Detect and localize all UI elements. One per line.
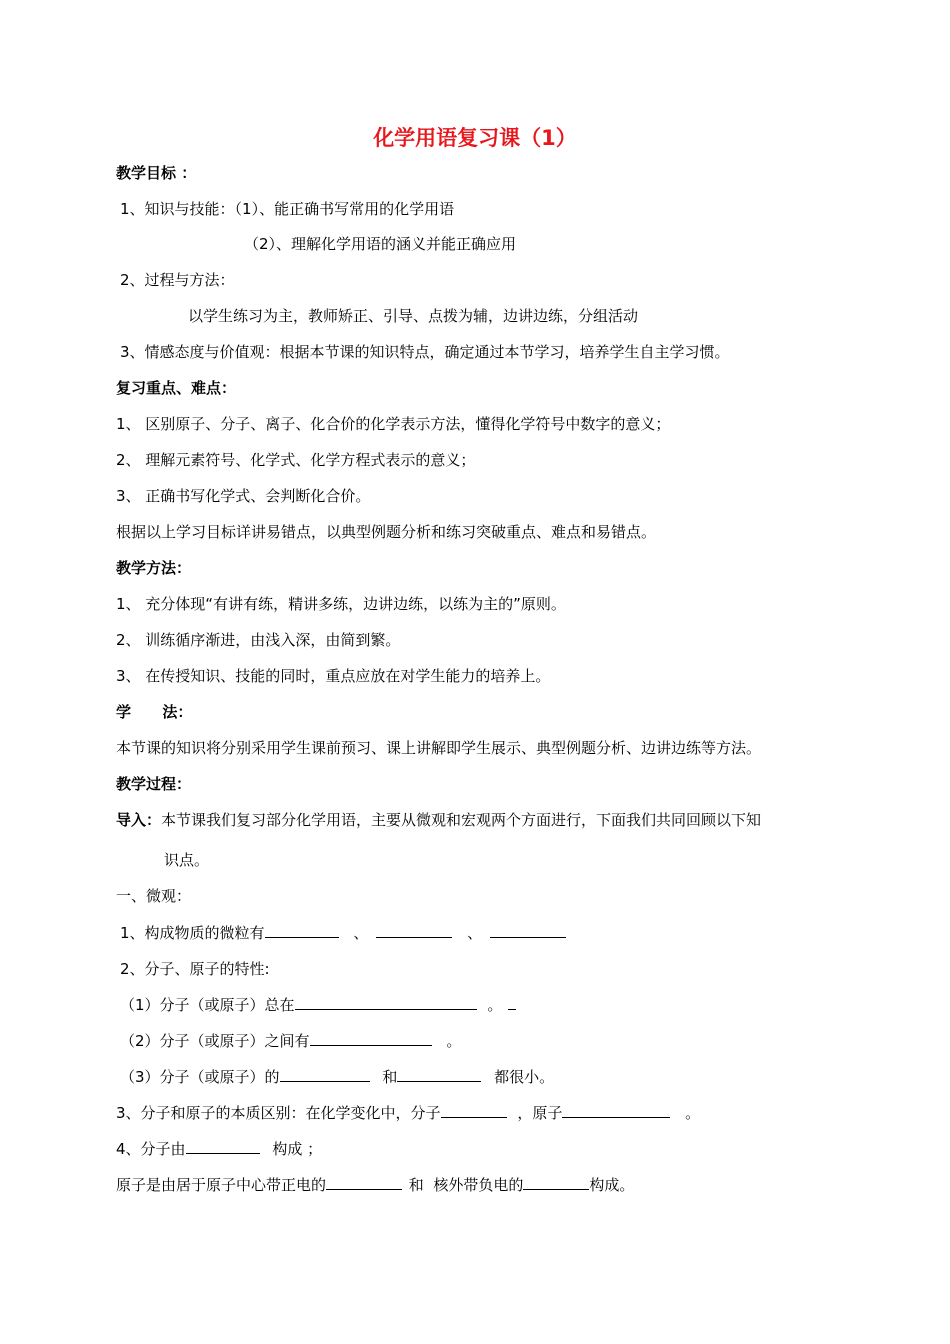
and-text: 和: [382, 1068, 398, 1086]
intro-continued: 识点。: [164, 851, 210, 869]
answer-blank[interactable]: [441, 1103, 507, 1118]
key-point-3: 3、 正确书写化学式、会判断化合价。: [116, 487, 371, 505]
answer-blank[interactable]: [562, 1103, 670, 1118]
question-2a: [120, 994, 516, 1016]
question-5-text: 原子是由居于原子中心带正电的: [116, 1176, 327, 1194]
question-2c: [120, 1066, 554, 1088]
answer-blank[interactable]: [490, 923, 566, 938]
question-2c-text: （3）分子（或原子）的: [120, 1068, 280, 1086]
teaching-method-heading: 教学方法：: [116, 559, 192, 577]
teaching-method-2: 2、 训练循序渐进，由浅入深，由简到繁。: [116, 631, 401, 649]
key-points-summary: 根据以上学习目标详讲易错点，以典型例题分析和练习突破重点、难点和易错点。: [116, 523, 657, 541]
key-point-2: 2、 理解元素符号、化学式、化学方程式表示的意义；: [116, 451, 476, 469]
objectives-heading: 教学目标 ：: [116, 164, 197, 182]
page-title: 化学用语复习课（1）: [373, 126, 577, 150]
objective-2: 2、过程与方法：: [120, 271, 235, 289]
objective-1: 1、知识与技能：（1）、能正确书写常用的化学用语: [120, 200, 455, 218]
question-5-mid: 和 核外带负电的: [408, 1176, 524, 1194]
answer-blank[interactable]: [376, 923, 452, 938]
separator-text: 、: [353, 924, 369, 942]
answer-blank[interactable]: [523, 1175, 589, 1190]
objective-3: 3、情感态度与价值观：根据本节课的知识特点，确定通过本节学习，培养学生自主学习惯。: [120, 343, 730, 361]
learning-method-heading: 学 法：: [116, 703, 193, 721]
answer-blank[interactable]: [265, 923, 339, 938]
learning-method-text: 本节课的知识将分别采用学生课前预习、课上讲解即学生展示、典型例题分析、边讲边练等方法。: [116, 739, 762, 757]
period-text: 。: [685, 1104, 701, 1122]
teaching-method-3: 3、 在传授知识、技能的同时，重点应放在对学生能力的培养上。: [116, 667, 551, 685]
answer-blank[interactable]: [280, 1067, 370, 1082]
separator-text: 、: [467, 924, 483, 942]
question-4: [116, 1138, 322, 1160]
objective-1b: （2）、理解化学用语的涵义并能正确应用: [244, 235, 517, 253]
process-heading: 教学过程：: [116, 775, 192, 793]
micro-heading: 一、微观：: [116, 887, 192, 905]
intro-text: 本节课我们复习部分化学用语，主要从微观和宏观两个方面进行，下面我们共同回顾以下知: [161, 811, 762, 829]
question-2c-end: 都很小。: [494, 1068, 555, 1086]
intro-label: 导入：: [116, 811, 162, 829]
question-2: 2、分子、原子的特性:: [120, 960, 270, 978]
question-4-text: 4、分子由: [116, 1140, 186, 1158]
answer-blank[interactable]: [295, 995, 477, 1010]
question-2b-text: （2）分子（或原子）之间有: [120, 1032, 310, 1050]
answer-blank[interactable]: [508, 995, 516, 1010]
answer-blank[interactable]: [326, 1175, 402, 1190]
question-3: [116, 1102, 700, 1124]
question-3-text: 3、分子和原子的本质区别：在化学变化中，分子: [116, 1104, 441, 1122]
question-5-end: 构成。: [589, 1176, 635, 1194]
answer-blank[interactable]: [186, 1139, 260, 1154]
question-5: [116, 1174, 634, 1196]
question-2b: [120, 1030, 461, 1052]
objective-2b: 以学生练习为主，教师矫正、引导、点拨为辅，边讲边练，分组活动: [188, 307, 639, 325]
key-points-heading: 复习重点、难点：: [116, 379, 237, 397]
teaching-method-1: 1、 充分体现“有讲有练，精讲多练，边讲边练，以练为主的”原则。: [116, 595, 566, 613]
period-text: 。: [487, 996, 503, 1014]
period-text: 。: [446, 1032, 462, 1050]
question-4-end: 构成 ；: [272, 1140, 323, 1158]
question-2a-text: （1）分子（或原子）总在: [120, 996, 295, 1014]
question-1-text: 1、构成物质的微粒有: [120, 924, 265, 942]
question-1: [120, 922, 566, 944]
answer-blank[interactable]: [310, 1031, 432, 1046]
intro-line: [116, 809, 761, 831]
answer-blank[interactable]: [397, 1067, 481, 1082]
key-point-1: 1、 区别原子、分子、离子、化合价的化学表示方法，懂得化学符号中数字的意义；: [116, 415, 671, 433]
question-3-mid: ，原子: [517, 1104, 563, 1122]
